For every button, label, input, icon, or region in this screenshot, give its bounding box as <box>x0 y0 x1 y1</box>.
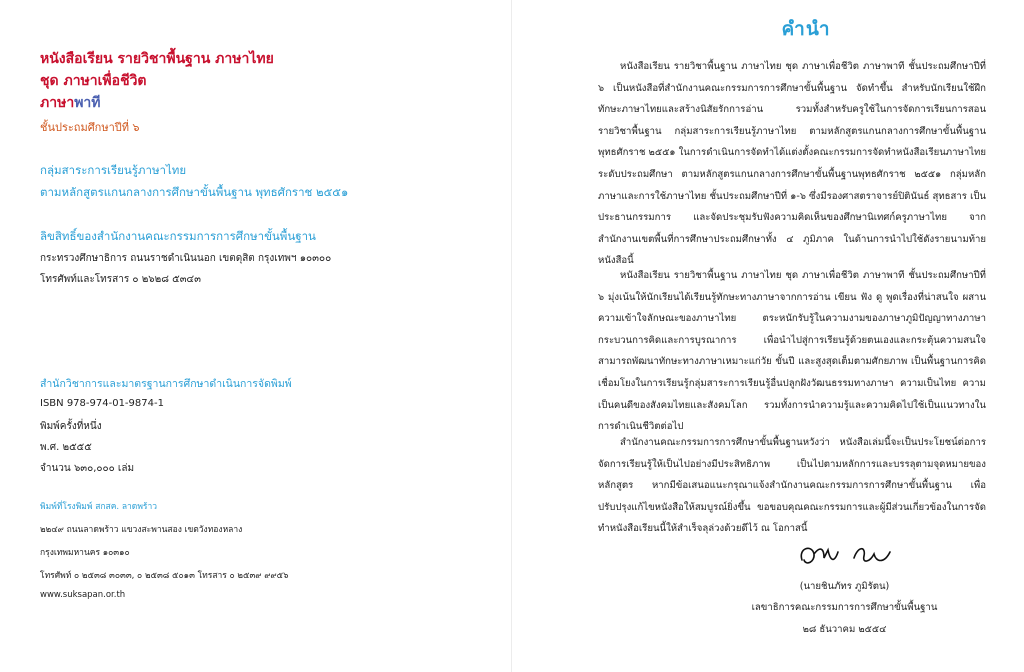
preface-date: ๒๘ ธันวาคม ๒๕๕๔ <box>802 624 887 635</box>
preface-paragraph-3: สำนักงานคณะกรรมการการศึกษาขั้นพื้นฐานหวังว่า หนังสือเล่มนี้จะเป็นประโยชน์ต่อการจัดการเรียนรู้ให้เป็นไปอย่างมีประสิทธิภาพ เป็นไปตามหลักการและบรรลุตามจุดหมายของหลักสูตร หากมีข้อเสนอแนะกรุณาแจ้งสำนักงานคณะกรรมการการศึกษาขั้นพื้นฐาน เพื่อปรับปรุงแก้ไขหนังสือให้สมบูรณ์ยิ่งขึ้น ขอขอบคุณคณะกรรมการและผู้มีส่วนเกี่ยวข้องในการจัดทำหนังสือเรียนนี้ให้สำเร็จลุล่วงด้วยดีไว้ ณ โอกาสนี้ <box>598 437 986 535</box>
book-title-line1: หนังสือเรียน รายวิชาพื้นฐาน ภาษาไทย <box>40 51 274 67</box>
signer-name: (นายชินภัทร ภูมิรัตน) <box>799 581 890 592</box>
grade-level: ชั้นประถมศึกษาปีที่ ๖ <box>40 121 140 134</box>
right-page <box>512 0 1024 672</box>
printer-phone: โทรศัพท์ ๐ ๒๕๓๘ ๓๐๓๓, ๐ ๒๕๓๘ ๕๐๑๓ โทรสาร ๐ ๒๕๓๙ ๙๙๕๖ <box>40 571 289 581</box>
owner-address: กระทรวงศึกษาธิการ ถนนราชดำเนินนอก เขตดุสิต กรุงเทพฯ ๑๐๓๐๐ <box>40 253 332 264</box>
signature-image <box>794 538 904 574</box>
owner-phone-fax: โทรศัพท์และโทรสาร ๐ ๒๖๒๘ ๕๓๔๓ <box>40 274 201 285</box>
copyright-owner: ลิขสิทธิ์ของสำนักงานคณะกรรมการการศึกษาขั้นพื้นฐาน <box>40 229 316 243</box>
printer-name: พิมพ์ที่โรงพิมพ์ สกสค. ลาดพร้าว <box>40 502 158 512</box>
subject-group: กลุ่มสาระการเรียนรู้ภาษาไทย <box>40 163 187 177</box>
printer-website: www.suksapan.or.th <box>40 590 126 600</box>
book-series: ชุด ภาษาเพื่อชีวิต <box>40 73 147 89</box>
publisher-department: สำนักวิชาการและมาตรฐานการศึกษาดำเนินการจัดพิมพ์ <box>40 378 292 390</box>
printer-address-line1: ๒๒๔๙ ถนนลาดพร้าว แขวงสะพานสอง เขตวังทองหลาง <box>40 525 243 535</box>
book-name-part2: พาที <box>74 95 101 111</box>
print-quantity: จำนวน ๖๓๐,๐๐๐ เล่ม <box>40 463 135 474</box>
printer-address-line2: กรุงเทพมหานคร ๑๐๓๑๐ <box>40 548 130 558</box>
preface-paragraph-1: หนังสือเรียน รายวิชาพื้นฐาน ภาษาไทย ชุด ภาษาเพื่อชีวิต ภาษาพาที ชั้นประถมศึกษาปีที่ ๖ เป็นหนังสือที่สำนักงานคณะกรรมการการศึกษาขั้นพื้นฐาน จัดทำขึ้น สำหรับนักเรียนใช้ฝึกทักษะภาษาไทยและสร้างนิสัยรักการอ่าน รวมทั้งสำหรับครูใช้ในการจัดการเรียนการสอนรายวิชาพื้นฐาน กลุ่มสาระการเรียนรู้ภาษาไทย ตามหลักสูตรแกนกลางการศึกษาขั้นพื้นฐาน พุทธศักราช ๒๕๕๑ ในการดำเนินการจัดทำได้แต่งตั้งคณะกรรมการจัดทำหนังสือเรียนภาษาไทย ระดับประถมศึกษา ตามหลักสูตรแกนกลางการศึกษาขั้นพื้นฐานพุทธศักราช ๒๕๕๑ กลุ่มหลักภาษาและการใช้ภาษาไทย ชั้นประถมศึกษาปีที่ ๑-๖ ซึ่งมีรองศาสตราจารย์ปิตินันธ์ สุทธสาร เป็นประธานกรรมการ และจัดประชุมรับฟังความคิดเห็นของศึกษานิเทศก์ครูภาษาไทย จากสำนักงานเขตพื้นที่การศึกษาประถมศึกษาทั้ง ๔ ภูมิภาค ในด้านการนำไปใช้ดังรายนามท้ายหนังสือนี้ <box>598 61 986 267</box>
curriculum: ตามหลักสูตรแกนกลางการศึกษาขั้นพื้นฐาน พุทธศักราช ๒๕๕๑ <box>40 185 349 199</box>
edition: พิมพ์ครั้งที่หนึ่ง <box>40 421 102 432</box>
book-name <box>40 94 101 113</box>
book-name-part1: ภาษา <box>40 95 75 111</box>
isbn: ISBN 978-974-01-9874-1 <box>40 398 164 409</box>
preface-paragraph-2: หนังสือเรียน รายวิชาพื้นฐาน ภาษาไทย ชุด ภาษาเพื่อชีวิต ภาษาพาที ชั้นประถมศึกษาปีที่ ๖ มุ่งเน้นให้นักเรียนได้เรียนรู้ทักษะทางภาษาจากการอ่าน เขียน ฟัง ดู พูดเรื่องที่น่าสนใจ ผสานความเข้าใจลักษณะของภาษาไทย ตระหนักรับรู้ในความงามของภาษาภูมิปัญญาทางภาษา กระบวนการคิดและการบูรณาการ เพื่อนำไปสู่การเรียนรู้ด้วยตนเองและกระตุ้นความสนใจ สามารถพัฒนาทักษะทางภาษาเหมาะแก่วัย ขั้นปี และสูงสุดเต็มตามศักยภาพ เป็นพื้นฐานการคิดเชื่อมโยงในการเรียนรู้กลุ่มสาระการเรียนรู้อื่นปลูกฝังวัฒนธรรมทางภาษา ความเป็นไทย ความเป็นคนดีของสังคมไทยและสังคมโลก รวมทั้งการนำความรู้และความคิดไปใช้เป็นแนวทางในการดำเนินชีวิตต่อไป <box>598 270 986 433</box>
signer-position: เลขาธิการคณะกรรมการการศึกษาขั้นพื้นฐาน <box>751 602 938 613</box>
publish-year: พ.ศ. ๒๕๕๕ <box>40 442 92 453</box>
preface-title: คำนำ <box>781 18 831 40</box>
